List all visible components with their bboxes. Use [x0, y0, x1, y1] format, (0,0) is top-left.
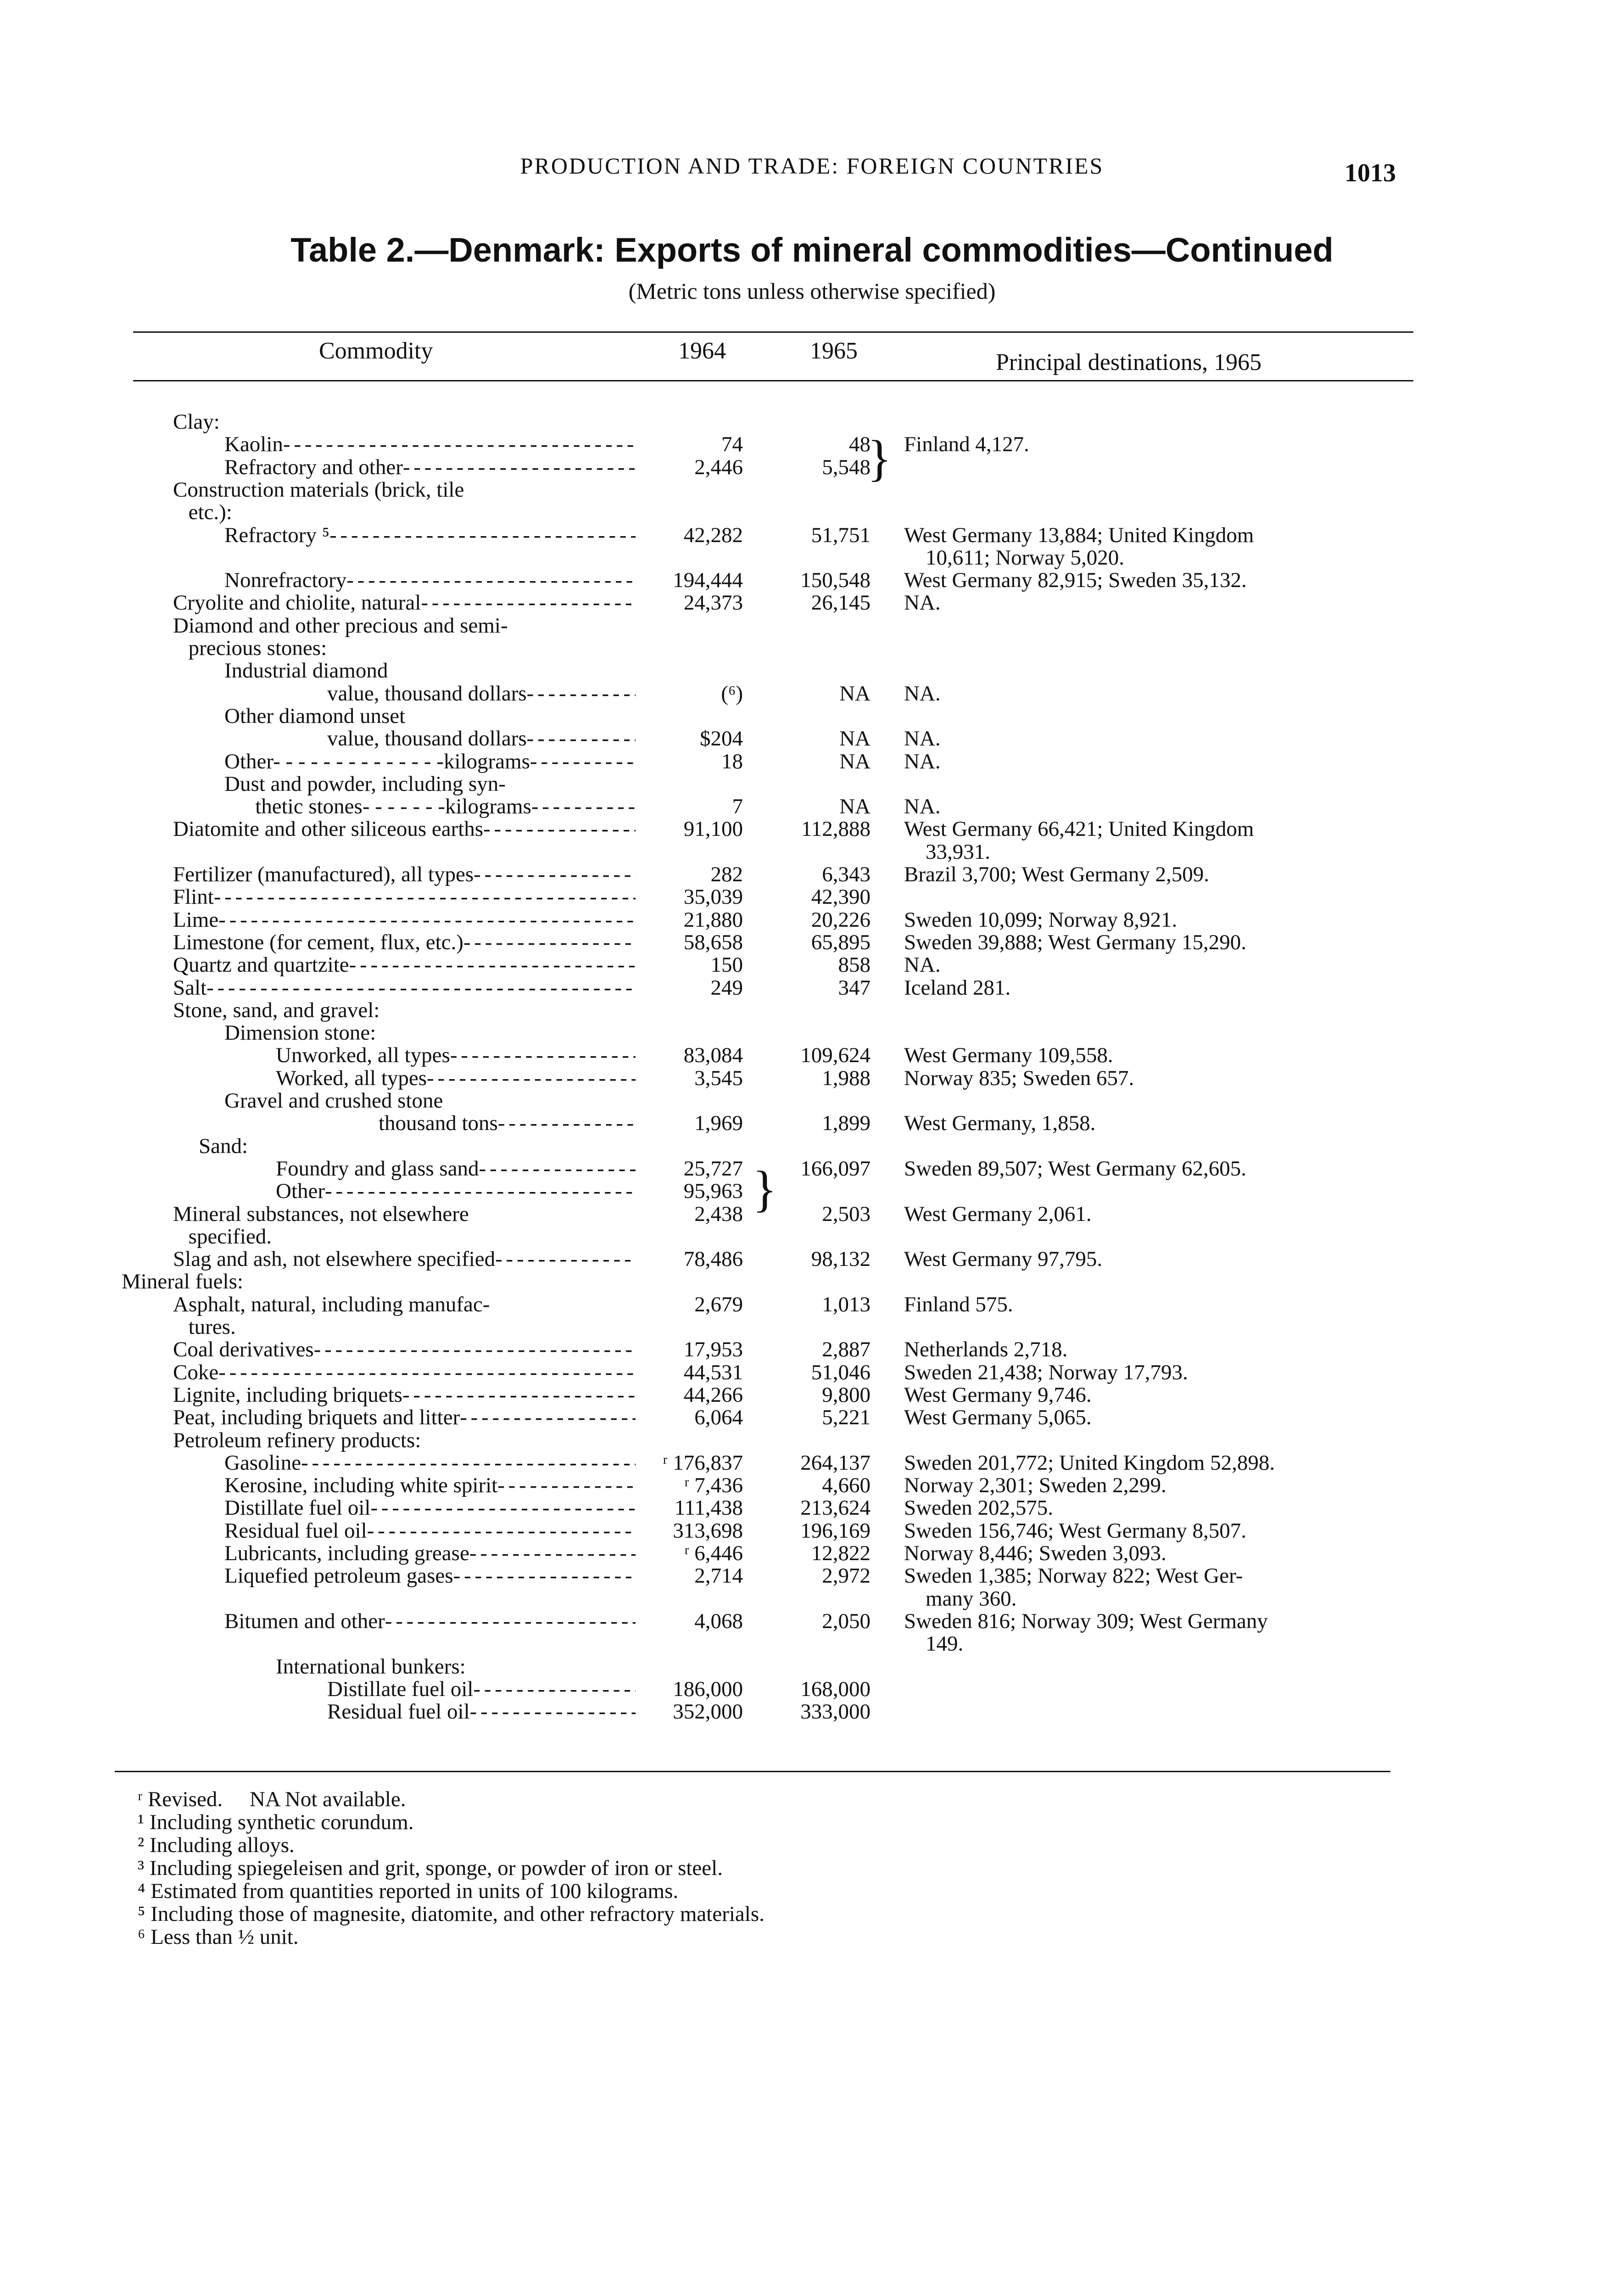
value-1965: 109,624	[800, 1043, 871, 1068]
value-1965: 1,988	[822, 1066, 871, 1090]
value-1965: 9,800	[822, 1383, 871, 1407]
commodity-label: Distillate fuel oil - - -	[224, 1495, 636, 1521]
commodity-label: Fertilizer (manufactured), all types - - -	[173, 861, 636, 888]
principal-destinations: Norway 835; Sweden 657.	[904, 1066, 1134, 1090]
value-1964: ʳ 176,837	[663, 1450, 743, 1475]
commodity-label: Coal derivatives - - -	[173, 1336, 636, 1363]
value-1964: 95,963	[683, 1179, 743, 1203]
commodity-label: Mineral substances, not elsewhere	[173, 1202, 469, 1226]
value-1964: 4,068	[694, 1609, 743, 1633]
value-1964: 194,444	[673, 568, 743, 593]
principal-destinations: West Germany 13,884; United Kingdom	[904, 523, 1254, 547]
commodity-label: Clay:	[173, 410, 220, 434]
commodity-label: Worked, all types - - -	[276, 1065, 636, 1092]
commodity-label: Lignite, including briquets - - -	[173, 1382, 636, 1408]
footnote: ⁶ Less than ½ unit.	[138, 1925, 299, 1949]
value-1965: 12,822	[811, 1541, 871, 1565]
commodity-label: Asphalt, natural, including manufac-	[173, 1292, 490, 1316]
commodity-label: Nonrefractory - - -	[224, 567, 636, 593]
value-1965: 20,226	[811, 907, 871, 932]
value-1964: 6,064	[694, 1405, 743, 1430]
value-1965: NA	[839, 681, 871, 705]
value-1965: 150,548	[800, 568, 871, 593]
commodity-label: Liquefied petroleum gases - - -	[224, 1562, 636, 1589]
commodity-label: Mineral fuels:	[122, 1270, 243, 1294]
principal-destinations: West Germany 66,421; United Kingdom	[904, 817, 1254, 841]
commodity-label: thousand tons - - -	[379, 1110, 636, 1136]
value-1965: 264,137	[800, 1450, 871, 1475]
value-1964: 282	[710, 862, 743, 886]
principal-destinations: Sweden 21,438; Norway 17,793.	[904, 1360, 1188, 1384]
principal-destinations: West Germany 97,795.	[904, 1247, 1103, 1271]
principal-destinations: Iceland 281.	[904, 975, 1011, 1000]
value-1965: NA	[839, 727, 871, 751]
commodity-label: Other diamond unset	[224, 704, 406, 728]
value-1964: 24,373	[683, 591, 743, 615]
value-1964: 44,266	[683, 1383, 743, 1407]
value-1965: 2,887	[822, 1338, 871, 1362]
commodity-label: Distillate fuel oil - - -	[327, 1676, 636, 1702]
value-1964: 2,714	[694, 1564, 743, 1588]
commodity-label: Quartz and quartzite - - -	[173, 952, 636, 978]
footnote: ʳ Revised. NA Not available.	[138, 1787, 406, 1811]
value-1965: 858	[838, 953, 871, 977]
commodity-label: Petroleum refinery products:	[173, 1428, 421, 1452]
footnote: ⁵ Including those of magnesite, diatomite, and other refractory materials.	[138, 1902, 765, 1926]
commodity-label: tures.	[188, 1315, 236, 1339]
value-1964: 3,545	[694, 1066, 743, 1090]
header-1965: 1965	[810, 338, 858, 364]
value-1965: 98,132	[811, 1247, 871, 1271]
commodity-label: Stone, sand, and gravel:	[173, 998, 380, 1022]
value-1965: 42,390	[811, 885, 871, 909]
footnote: ³ Including spiegeleisen and grit, sponge, or powder of iron or steel.	[138, 1856, 723, 1880]
value-1965: 347	[838, 975, 871, 1000]
value-1964: 2,438	[694, 1202, 743, 1226]
value-1964: 1,969	[694, 1111, 743, 1136]
principal-destinations: Finland 4,127.	[904, 432, 1029, 457]
principal-destinations: West Germany 5,065.	[904, 1405, 1092, 1430]
value-1964: 2,446	[694, 455, 743, 479]
footnote: ¹ Including synthetic corundum.	[138, 1810, 414, 1834]
commodity-label: Industrial diamond	[224, 659, 388, 683]
commodity-label: Lime - - -	[173, 907, 636, 933]
value-1964: 78,486	[683, 1247, 743, 1271]
commodity-label: Refractory and other - - -	[224, 454, 636, 481]
commodity-label: Peat, including briquets and litter - - -	[173, 1404, 636, 1431]
value-1964: ʳ 7,436	[684, 1473, 743, 1498]
principal-destinations: 149.	[904, 1632, 964, 1656]
commodity-label: International bunkers:	[276, 1654, 466, 1679]
value-1964: 25,727	[683, 1156, 743, 1181]
principal-destinations: Norway 8,446; Sweden 3,093.	[904, 1541, 1166, 1565]
value-1964: 58,658	[683, 930, 743, 954]
principal-destinations: Sweden 10,099; Norway 8,921.	[904, 907, 1178, 932]
value-1964: (⁶)	[721, 681, 743, 705]
commodity-label: Kaolin - - -	[224, 431, 636, 458]
value-1964: 7	[732, 795, 743, 819]
commodity-label: Kerosine, including white spirit - - -	[224, 1472, 636, 1499]
commodity-label: etc.):	[188, 500, 232, 525]
principal-destinations: Finland 575.	[904, 1292, 1013, 1316]
value-1965: NA	[839, 795, 871, 819]
principal-destinations: Sweden 201,772; United Kingdom 52,898.	[904, 1450, 1275, 1475]
value-1965: 333,000	[800, 1700, 871, 1724]
header-rule	[133, 380, 1413, 381]
value-1964: 150	[710, 953, 743, 977]
bottom-rule	[115, 1771, 1390, 1772]
table-subtitle: (Metric tons unless otherwise specified)	[628, 278, 996, 304]
commodity-label: Other- - - - - - - - - - - - - -kilograms - - -	[224, 748, 636, 775]
principal-destinations: Sweden 202,575.	[904, 1496, 1054, 1520]
commodity-label: Foundry and glass sand - - -	[276, 1155, 636, 1182]
commodity-label: Construction materials (brick, tile	[173, 477, 464, 502]
value-1965: 2,050	[822, 1609, 871, 1633]
principal-destinations: Netherlands 2,718.	[904, 1338, 1068, 1362]
value-1964: 21,880	[683, 907, 743, 932]
value-1965: 26,145	[811, 591, 871, 615]
footnote: ² Including alloys.	[138, 1833, 295, 1857]
value-1965: 4,660	[822, 1473, 871, 1498]
principal-destinations: Sweden 156,746; West Germany 8,507.	[904, 1518, 1246, 1543]
value-1964: 17,953	[683, 1338, 743, 1362]
principal-destinations: NA.	[904, 953, 941, 977]
value-1965: 112,888	[801, 817, 871, 841]
commodity-label: Bitumen and other - - -	[224, 1608, 636, 1634]
commodity-label: Residual fuel oil - - -	[224, 1517, 636, 1544]
header-commodity: Commodity	[319, 338, 433, 364]
commodity-label: Gasoline - - -	[224, 1450, 636, 1476]
commodity-label: thetic stones- - - - - - -kilograms - - -	[255, 793, 636, 820]
value-1965: 168,000	[800, 1677, 871, 1701]
value-1965: 2,972	[822, 1564, 871, 1588]
value-1965: 5,548	[822, 455, 871, 479]
value-1965: 2,503	[822, 1202, 871, 1226]
commodity-label: Salt - - -	[173, 974, 636, 1001]
commodity-label: Flint - - -	[173, 884, 636, 910]
principal-destinations: NA.	[904, 749, 941, 773]
value-1964: 44,531	[683, 1360, 743, 1384]
value-1965: 51,751	[811, 523, 871, 547]
principal-destinations: Sweden 1,385; Norway 822; West Ger-	[904, 1564, 1243, 1588]
value-1964: 91,100	[683, 817, 743, 841]
commodity-label: Gravel and crushed stone	[224, 1089, 443, 1113]
commodity-label: Unworked, all types - - -	[276, 1042, 636, 1069]
table-row	[0, 1698, 1624, 1725]
commodity-label: Cryolite and chiolite, natural - - -	[173, 589, 636, 616]
value-1965: 196,169	[800, 1518, 871, 1543]
commodity-label: specified.	[188, 1224, 272, 1248]
value-1964: 111,438	[674, 1496, 743, 1520]
principal-destinations: West Germany 82,915; Sweden 35,132.	[904, 568, 1247, 593]
principal-destinations: Norway 2,301; Sweden 2,299.	[904, 1473, 1166, 1498]
value-1964: 352,000	[673, 1700, 743, 1724]
value-1965: 166,097	[800, 1156, 871, 1181]
running-head: PRODUCTION AND TRADE: FOREIGN COUNTRIES	[520, 153, 1104, 179]
sand-brace: }	[753, 1161, 777, 1217]
value-1965: NA	[839, 749, 871, 773]
value-1964: ʳ 6,446	[684, 1541, 743, 1565]
value-1965: 6,343	[822, 862, 871, 886]
value-1965: 5,221	[822, 1405, 871, 1430]
value-1965: 48	[849, 432, 871, 457]
commodity-label: Coke - - -	[173, 1359, 636, 1386]
commodity-label: Sand:	[199, 1134, 248, 1158]
principal-destinations: 33,931.	[904, 840, 990, 864]
commodity-label: precious stones:	[188, 636, 327, 660]
principal-destinations: NA.	[904, 591, 941, 615]
principal-destinations: NA.	[904, 681, 941, 705]
page-number: 1013	[1345, 159, 1396, 187]
commodity-label: Limestone (for cement, flux, etc.) - - -	[173, 929, 636, 956]
footnote: ⁴ Estimated from quantities reported in units of 100 kilograms.	[138, 1879, 679, 1903]
commodity-label: Residual fuel oil - - -	[327, 1698, 636, 1725]
top-rule	[133, 331, 1413, 333]
value-1964: 35,039	[683, 885, 743, 909]
table-title: Table 2.—Denmark: Exports of mineral commodities—Continued	[290, 231, 1334, 269]
principal-destinations: 10,611; Norway 5,020.	[904, 545, 1124, 570]
commodity-label: Other - - -	[276, 1178, 636, 1204]
value-1965: 1,013	[822, 1292, 871, 1316]
principal-destinations: Sweden 39,888; West Germany 15,290.	[904, 930, 1246, 954]
value-1965: 213,624	[800, 1496, 871, 1520]
principal-destinations: many 360.	[904, 1586, 1017, 1611]
value-1965: 51,046	[811, 1360, 871, 1384]
commodity-label: Slag and ash, not elsewhere specified - - -	[173, 1246, 636, 1272]
principal-destinations: Sweden 89,507; West Germany 62,605.	[904, 1156, 1246, 1181]
principal-destinations: West Germany, 1,858.	[904, 1111, 1096, 1136]
value-1964: 18	[721, 749, 743, 773]
commodity-label: Lubricants, including grease - - -	[224, 1540, 636, 1567]
value-1964: 313,698	[673, 1518, 743, 1543]
header-destinations: Principal destinations, 1965	[996, 349, 1262, 375]
principal-destinations: Sweden 816; Norway 309; West Germany	[904, 1609, 1268, 1633]
principal-destinations: West Germany 109,558.	[904, 1043, 1113, 1068]
commodity-label: value, thousand dollars - - -	[327, 725, 636, 752]
commodity-label: Diamond and other precious and semi-	[173, 613, 508, 638]
value-1964: 249	[710, 975, 743, 1000]
commodity-label: Diatomite and other siliceous earths - - -	[173, 816, 636, 842]
value-1965: 1,899	[822, 1111, 871, 1136]
principal-destinations: West Germany 2,061.	[904, 1202, 1092, 1226]
value-1965: 65,895	[811, 930, 871, 954]
value-1964: $204	[700, 727, 743, 751]
value-1964: 42,282	[683, 523, 743, 547]
principal-destinations: Brazil 3,700; West Germany 2,509.	[904, 862, 1209, 886]
header-1964: 1964	[678, 338, 726, 364]
principal-destinations: NA.	[904, 727, 941, 751]
value-1964: 74	[721, 432, 743, 457]
value-1964: 2,679	[694, 1292, 743, 1316]
commodity-label: Dimension stone:	[224, 1021, 376, 1045]
principal-destinations: West Germany 9,746.	[904, 1383, 1092, 1407]
commodity-label: value, thousand dollars - - -	[327, 680, 636, 707]
commodity-label: Refractory ⁵ - - -	[224, 522, 636, 549]
principal-destinations: NA.	[904, 795, 941, 819]
commodity-label: Dust and powder, including syn-	[224, 772, 506, 796]
value-1964: 186,000	[673, 1677, 743, 1701]
value-1964: 83,084	[683, 1043, 743, 1068]
kaolin-brace: }	[867, 430, 892, 486]
